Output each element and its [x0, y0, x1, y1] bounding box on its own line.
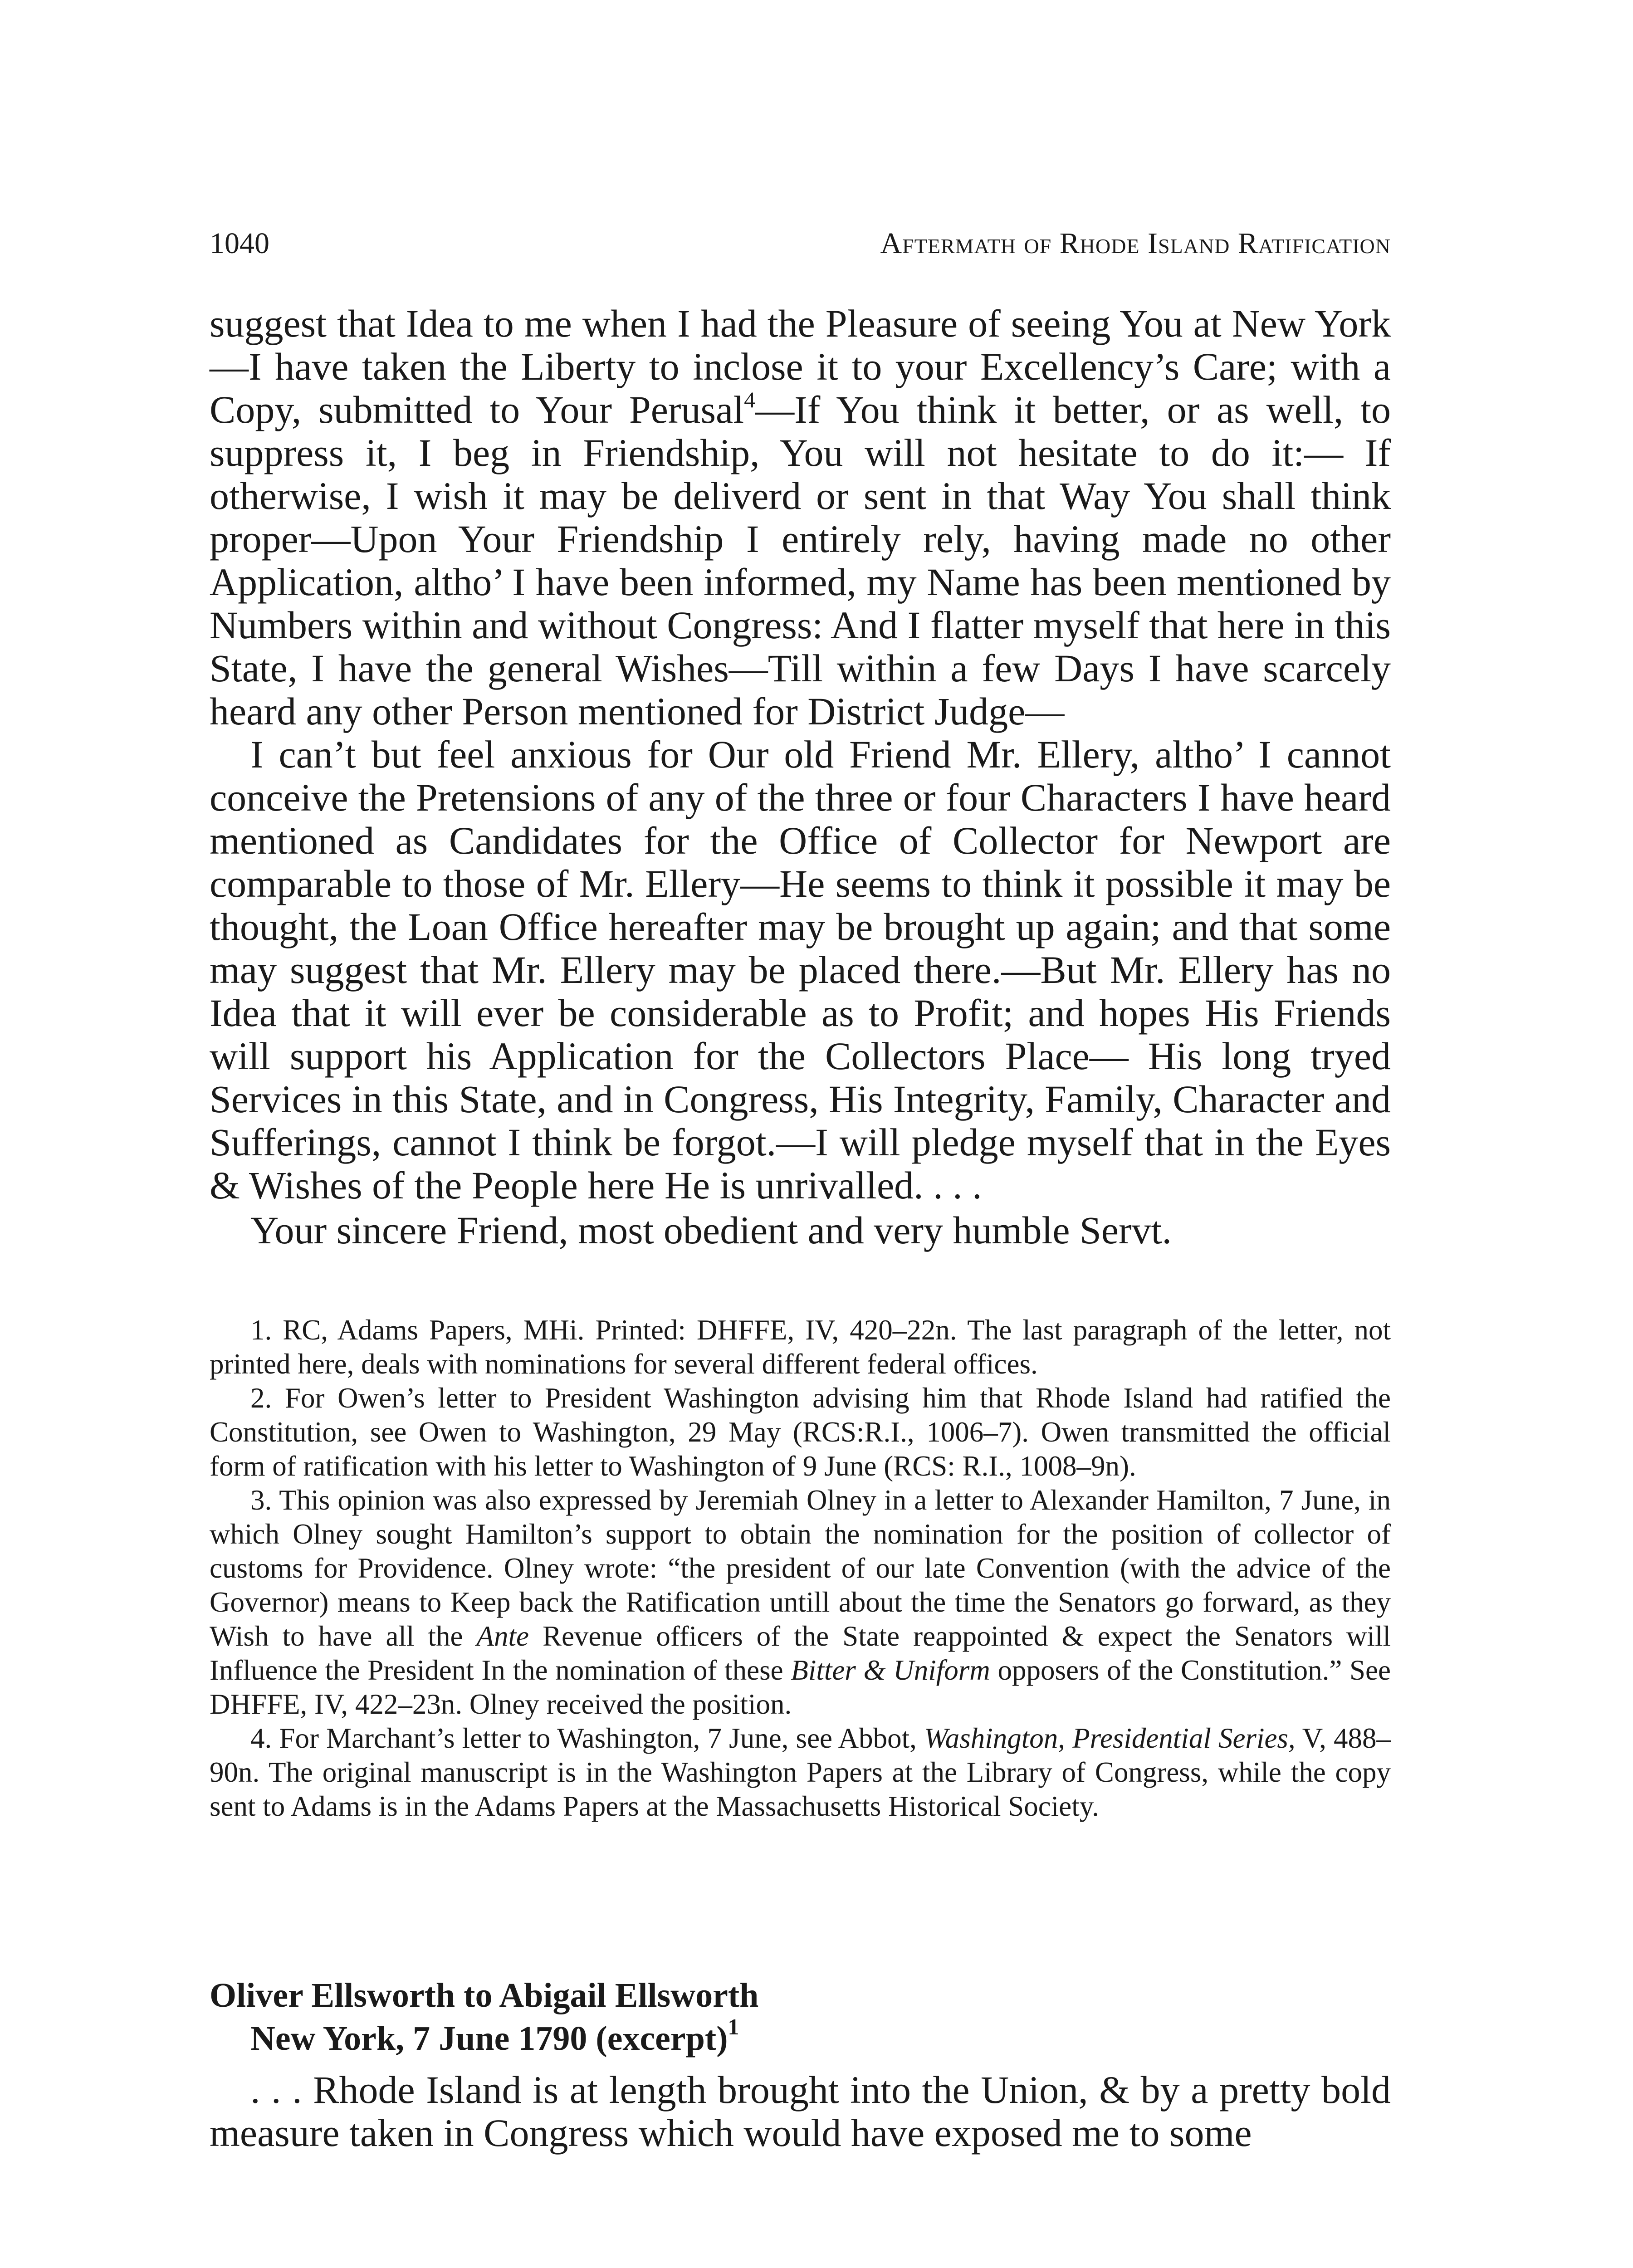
footnote-3 [210, 1483, 1391, 1721]
running-title: Aftermath of Rhode Island Ratification [880, 227, 1391, 260]
footnote-italic: Washington, Presidential Series, [924, 1722, 1296, 1754]
footnote-text: Revenue officers of the State reappointed & expect the Senators will Influence the President In the nomination of these [210, 1620, 1391, 1686]
running-header [210, 223, 1391, 264]
body-text: suggest that Idea to me when I had the Pleasure of seeing You at New York—I have taken the Liberty to inclose it to your Excellency’s Care; with a Copy, submitted to Your Perusal [210, 302, 1391, 431]
footnote-1: 1. RC, Adams Papers, MHi. Printed: DHFFE, IV, 420–22n. The last paragraph of the letter, not printed here, deals with nominations for several different federal offices. [210, 1314, 1391, 1380]
section-subtitle [210, 2014, 1391, 2060]
footnote-marker: 1 [728, 2014, 739, 2039]
body-paragraph-2: I can’t but feel anxious for Our old Friend Mr. Ellery, altho’ I cannot conceive the Pretensions of any of the three or four Characters I have heard mentioned as Candidates for the Office of Collector for Newport are comparable to those of Mr. Ellery—He seems to think it possible it may be thought, the Loan Office hereafter may be brought up again; and that some may suggest that Mr. Ellery may be placed there.—But Mr. Ellery has no Idea that it will ever be considerable as to Profit; and hopes His Friends will support his Application for the Collectors Place— His long tryed Services in this State, and in Congress, His Integrity, Family, Character and Sufferings, cannot I think be forgot.—I will pledge myself that in the Eyes & Wishes of the People here He is unrivalled. . . . [210, 733, 1391, 1207]
section-title: Oliver Ellsworth to Abigail Ellsworth [210, 1976, 759, 2014]
body-paragraph-1 [210, 302, 1391, 733]
footnote-italic: Bitter & Uniform [791, 1654, 990, 1686]
footnotes [210, 1313, 1391, 1823]
footnote-text: 4. For Marchant’s letter to Washington, 7 June, see Abbot, [250, 1722, 924, 1754]
footnote-italic: Ante [476, 1620, 529, 1652]
section-body [210, 2068, 1391, 2155]
section-subtitle-text: New York, 7 June 1790 (excerpt) [250, 2019, 728, 2058]
footnote-text: 3. This opinion was also expressed by Jeremiah Olney in a letter to Alexander Hamilton, 7 June, in which Olney sought Hamilton’s support to obtain the nomination for the position of collector of customs for Providence. Olney wrote: “the president of our late Convention (with the advice of the Governor) means to Keep back the Ratification untill about the time the Senators go forward, as they Wish to have all the [210, 1484, 1391, 1652]
letter-body [210, 302, 1391, 1252]
body-text: —If You think it better, or as well, to suppress it, I beg in Friendship, You will not hesitate to do it:— If otherwise, I wish it may be deliverd or sent in that Way You shall think proper—Upon Your Friendship I entirely rely, having made no other Application, altho’ I have been informed, my Name has been mentioned by Numbers within and without Congress: And I flatter myself that here in this State, I have the general Wishes—Till within a few Days I have scarcely heard any other Person mentioned for District Judge— [210, 388, 1391, 733]
footnote-marker: 4 [744, 387, 756, 412]
section-paragraph: . . . Rhode Island is at length brought into the Union, & by a pretty bold measure taken in Congress which would have exposed me to some [210, 2068, 1391, 2155]
footnote-text: V, 488–90n. The original manuscript is in the Washington Papers at the Library of Congress, while the copy sent to Adams is in the Adams Papers at the Massachusetts Historical Society. [210, 1722, 1391, 1822]
section-heading [210, 1974, 1391, 2060]
footnote-4 [210, 1721, 1391, 1823]
footnote-2: 2. For Owen’s letter to President Washington advising him that Rhode Island had ratified the Constitution, see Owen to Washington, 29 May (RCS:R.I., 1006–7). Owen transmitted the official form of ratification with his letter to Washington of 9 June (RCS: R.I., 1008–9n). [210, 1382, 1391, 1482]
page-number: 1040 [210, 227, 269, 260]
letter-signoff: Your sincere Friend, most obedient and very humble Servt. [250, 1208, 1172, 1252]
footnote-text: opposers of the Constitution.” See DHFFE, IV, 422–23n. Olney received the position. [210, 1654, 1391, 1720]
